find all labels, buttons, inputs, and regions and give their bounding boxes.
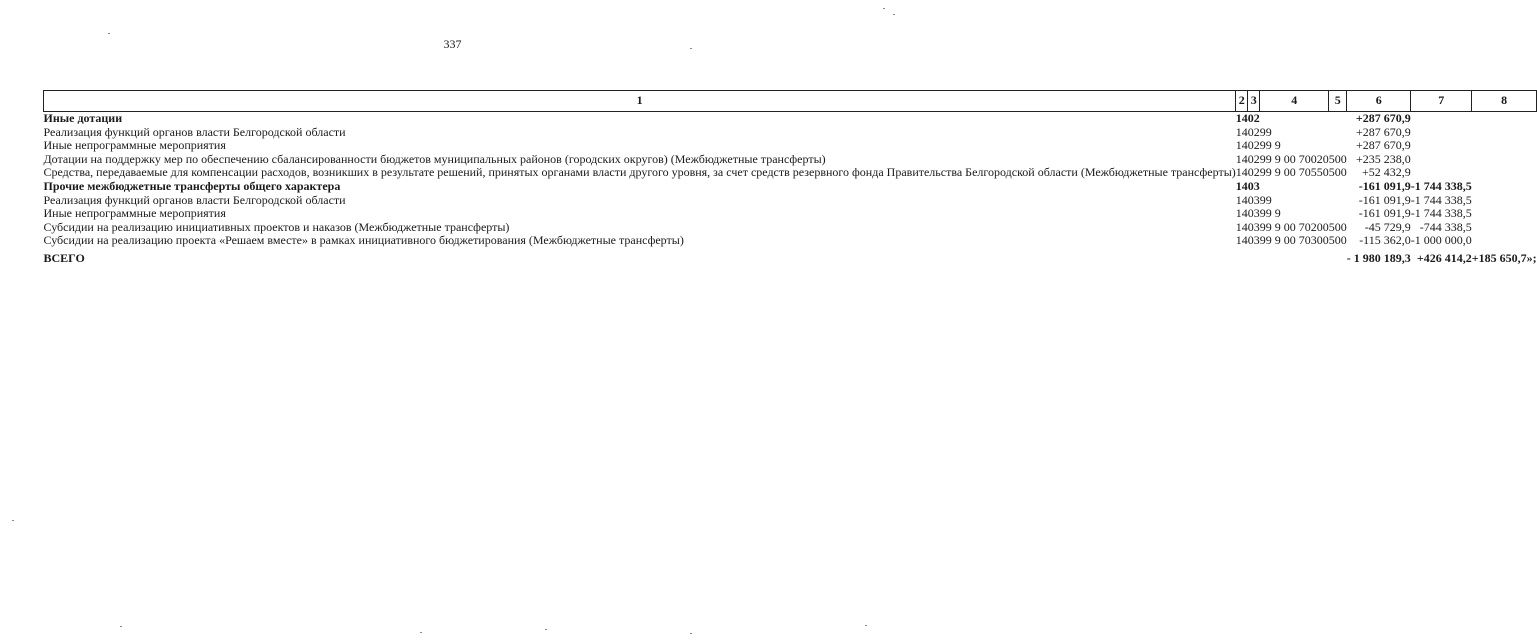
row-target-code: 99 9 00 70550 <box>1259 165 1329 180</box>
row-amount-col7 <box>1411 112 1472 126</box>
row-target-code <box>1260 180 1329 194</box>
row-expense-type: 500 <box>1328 165 1347 180</box>
row-amount-col8 <box>1472 207 1537 221</box>
row-section: 14 <box>1235 206 1248 221</box>
row-amount-col6: +52 432,9 <box>1361 165 1411 180</box>
row-section: 14 <box>1235 165 1248 180</box>
row-amount-col8 <box>1472 166 1537 180</box>
row-name: Средства, передаваемые для компенсации расходов, возникших в результате решений, принятых органами власти другого уровня, за счет средств резервного фонда Правительства Белгородской области (Межбюджетные трансферты) <box>43 165 1236 180</box>
col-header-3: 3 <box>1248 91 1260 112</box>
row-amount-col7: -1 744 338,5 <box>1410 192 1472 207</box>
row-expense-type: 500 <box>1328 233 1347 248</box>
row-amount-col6: -115 362,0 <box>1359 233 1411 248</box>
row-amount-col7: -744 338,5 <box>1419 219 1472 234</box>
col-header-7: 7 <box>1411 91 1472 112</box>
row-subsection: 02 <box>1247 165 1260 180</box>
row-amount-col8 <box>1472 112 1537 126</box>
row-expense-type <box>1329 194 1347 208</box>
row-amount-col8 <box>1472 194 1537 208</box>
row-target-code: 99 9 00 70200 <box>1259 219 1329 234</box>
row-expense-type: 500 <box>1328 219 1347 234</box>
row-amount-col6: -45 729,9 <box>1364 219 1411 234</box>
row-amount-col8 <box>1472 126 1537 140</box>
row-subsection: 03 <box>1247 219 1260 234</box>
row-name: Иные дотации <box>43 111 123 125</box>
row-target-code: 99 <box>1259 192 1272 207</box>
scan-speck <box>420 632 422 633</box>
row-amount-col8 <box>1472 180 1537 194</box>
col-header-1: 1 <box>44 91 1236 112</box>
row-target-code: 99 9 <box>1259 206 1281 221</box>
table-row <box>44 112 1537 126</box>
row-section: 14 <box>1235 178 1248 193</box>
row-amount-col6: +287 670,9 <box>1355 138 1411 153</box>
row-amount-col6: +287 670,9 <box>1355 111 1411 125</box>
col-header-4: 4 <box>1260 91 1329 112</box>
row-amount-col6: -161 091,9 <box>1358 178 1411 193</box>
row-name: Субсидии на реализацию инициативных проектов и наказов (Межбюджетные трансферты) <box>43 219 510 234</box>
scan-speck <box>120 626 122 627</box>
row-name: Дотации на поддержку мер по обеспечению сбалансированности бюджетов муниципальных районов (городских округов) (Межбюджетные трансферты) <box>43 151 826 166</box>
row-subsection: 02 <box>1247 111 1260 125</box>
row-target-code: 99 9 00 70020 <box>1259 151 1329 166</box>
table-row <box>44 234 1537 248</box>
row-amount-col7: -1 744 338,5 <box>1410 178 1472 193</box>
row-subsection: 02 <box>1247 138 1260 153</box>
table-row <box>44 166 1537 180</box>
row-amount-col6: -161 091,9 <box>1358 206 1411 221</box>
total-row <box>44 248 1537 266</box>
row-amount-col8 <box>1472 139 1537 153</box>
scan-speck <box>545 629 547 630</box>
row-expense-type <box>1329 207 1347 221</box>
total-amount-col7: +426 414,2 <box>1416 250 1472 265</box>
row-subsection: 03 <box>1247 206 1260 221</box>
col-header-2: 2 <box>1236 91 1248 112</box>
table-row <box>44 194 1537 208</box>
scan-speck <box>883 8 885 9</box>
row-subsection: 02 <box>1247 151 1260 166</box>
table-row <box>44 207 1537 221</box>
row-target-code <box>1260 112 1329 126</box>
row-section: 14 <box>1235 233 1248 248</box>
col-header-8: 8 <box>1472 91 1537 112</box>
table-header-row <box>44 91 1537 112</box>
row-expense-type <box>1329 180 1347 194</box>
row-amount-col7 <box>1411 126 1472 140</box>
row-name: Реализация функций органов власти Белгородской области <box>43 124 346 139</box>
budget-table <box>43 90 1537 266</box>
col-header-5: 5 <box>1329 91 1347 112</box>
row-amount-col6: +287 670,9 <box>1355 124 1411 139</box>
row-amount-col7: -1 744 338,5 <box>1410 206 1472 221</box>
row-section: 14 <box>1235 192 1248 207</box>
row-subsection: 03 <box>1247 178 1260 193</box>
row-amount-col8 <box>1472 221 1537 235</box>
row-target-code: 99 9 <box>1259 138 1281 153</box>
row-name: Прочие межбюджетные трансферты общего характера <box>43 178 341 193</box>
scan-speck <box>893 14 895 15</box>
table-row <box>44 153 1537 167</box>
scan-speck <box>865 625 867 626</box>
total-amount-col8: +185 650,7»; <box>1471 250 1537 265</box>
table-row <box>44 139 1537 153</box>
row-name: Субсидии на реализацию проекта «Решаем вместе» в рамках инициативного бюджетирования (Межбюджетные трансферты) <box>43 233 684 248</box>
row-expense-type: 500 <box>1328 151 1347 166</box>
scan-speck <box>690 633 692 634</box>
row-section: 14 <box>1235 151 1248 166</box>
row-amount-col7 <box>1411 166 1472 180</box>
row-expense-type <box>1329 112 1347 126</box>
table-row <box>44 221 1537 235</box>
row-section: 14 <box>1235 219 1248 234</box>
row-section: 14 <box>1235 111 1248 125</box>
row-expense-type <box>1329 126 1347 140</box>
row-amount-col7: -1 000 000,0 <box>1410 233 1472 248</box>
row-amount-col7 <box>1411 153 1472 167</box>
row-name: Иные непрограммные мероприятия <box>43 138 226 153</box>
scan-speck <box>690 48 692 49</box>
row-amount-col8 <box>1472 153 1537 167</box>
row-subsection: 02 <box>1247 124 1260 139</box>
scan-speck <box>12 520 14 521</box>
total-label: ВСЕГО <box>43 250 85 265</box>
row-name: Реализация функций органов власти Белгородской области <box>43 192 346 207</box>
page-number: 337 <box>443 37 462 51</box>
row-subsection: 03 <box>1247 233 1260 248</box>
row-target-code: 99 9 00 70300 <box>1259 233 1329 248</box>
row-amount-col6: +235 238,0 <box>1355 151 1411 166</box>
row-section: 14 <box>1235 138 1248 153</box>
scan-speck <box>108 33 110 34</box>
row-amount-col7 <box>1411 139 1472 153</box>
total-amount-col6: - 1 980 189,3 <box>1346 250 1411 265</box>
row-name: Иные непрограммные мероприятия <box>43 206 226 221</box>
row-section: 14 <box>1235 124 1248 139</box>
table-row <box>44 180 1537 194</box>
col-header-6: 6 <box>1347 91 1411 112</box>
row-amount-col6: -161 091,9 <box>1358 192 1411 207</box>
row-subsection: 03 <box>1247 192 1260 207</box>
row-amount-col8 <box>1472 234 1537 248</box>
row-expense-type <box>1329 139 1347 153</box>
table-row <box>44 126 1537 140</box>
row-target-code: 99 <box>1259 124 1272 139</box>
